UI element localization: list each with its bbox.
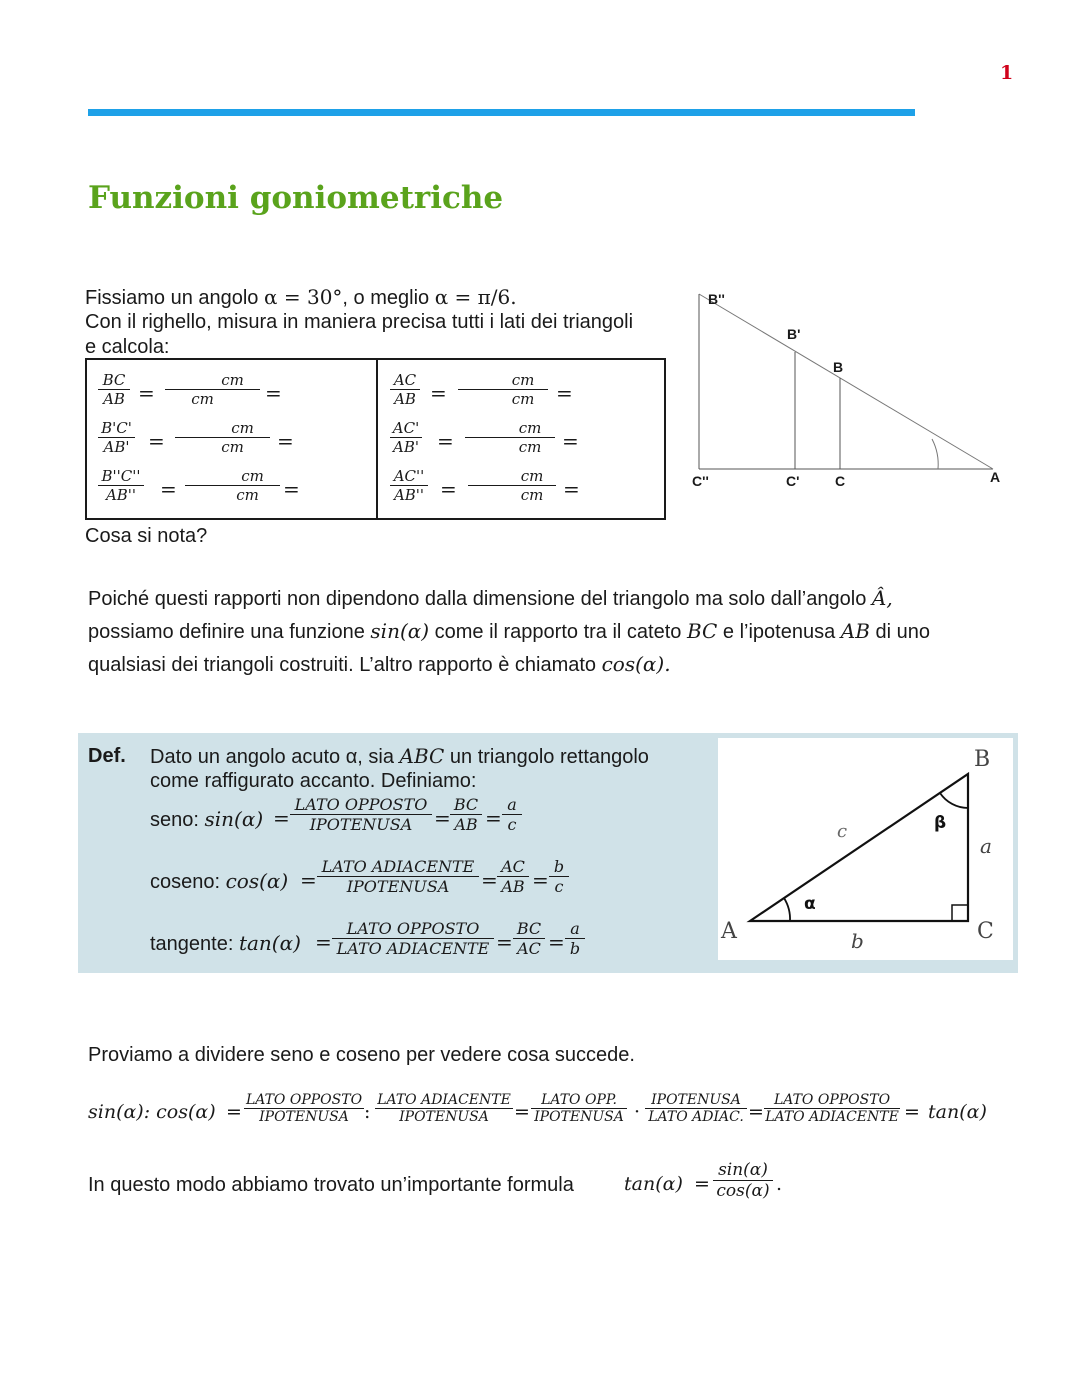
ratio-fraction: $\frac{AC'}{AB'}$ xyxy=(390,419,422,456)
tangent-fraction-sides: $\frac{a}{b}$ xyxy=(565,919,585,958)
label-b: B xyxy=(833,359,844,375)
equals-sign: = xyxy=(148,429,165,453)
cosine-fraction-letters: $\frac{AC}{AB}$ xyxy=(497,857,529,896)
equals-sign: = xyxy=(485,806,502,830)
equals-sign: = xyxy=(904,1101,920,1123)
ratio-fraction: $\frac{B''C''}{AB''}$ xyxy=(98,467,144,504)
measure-fraction[interactable]: $\frac{cm}{cm}$ xyxy=(468,467,556,504)
dot-sign: · xyxy=(634,1101,641,1123)
paragraph-line-3: qualsiasi dei triangoli costruiti. L’altro rapporto è chiamato cos(α). xyxy=(88,652,671,676)
equals-sign: = xyxy=(300,868,317,892)
paragraph-line-1: Poiché questi rapporti non dipendono dalla dimensione del triangolo ma solo dall’angolo Â, xyxy=(88,586,893,610)
divide-heading: Proviamo a dividere seno e coseno per vedere cosa succede. xyxy=(88,1044,635,1066)
formula-fraction: $\frac{\sin(\alpha)}{\cos(\alpha)}$ xyxy=(713,1160,773,1201)
vertex-a-label: A xyxy=(721,919,737,944)
equals-sign: = xyxy=(315,930,332,954)
divide-fraction-1: LATO OPPOSTO IPOTENUSA xyxy=(245,1092,363,1125)
sine-fraction-words: LATO OPPOSTO IPOTENUSA xyxy=(290,795,432,834)
equals-sign: = xyxy=(226,1101,242,1123)
angle-arc xyxy=(932,439,938,469)
page-number: 1 xyxy=(1000,62,1014,84)
formula-text: In questo modo abbiamo trovato un’importante formula xyxy=(88,1174,574,1196)
side-c-label: c xyxy=(837,821,848,842)
cosine-fraction-sides: $\frac{b}{c}$ xyxy=(549,857,569,896)
measure-fraction[interactable]: $\frac{cm}{cm}$ xyxy=(175,419,270,456)
label-c: C xyxy=(835,473,846,489)
equals-sign: = xyxy=(694,1173,710,1195)
paragraph-line-2: possiamo definire una funzione sin(α) come il rapporto tra il cateto BC e l’ipotenusa AB di uno xyxy=(88,619,930,643)
equals-sign: = xyxy=(748,1101,764,1123)
sine-label: seno: sin(α) xyxy=(150,807,264,831)
colon-sign: : xyxy=(364,1101,371,1123)
similar-triangles-figure xyxy=(680,280,1020,500)
question: Cosa si nota? xyxy=(85,525,208,547)
equals-sign: = xyxy=(273,806,290,830)
divide-fraction-2: LATO ADIACENTE IPOTENUSA xyxy=(375,1092,513,1125)
side-a-label: a xyxy=(980,834,992,858)
ratio-table-divider xyxy=(376,358,378,520)
equals-sign: = xyxy=(265,381,282,405)
equals-sign: = xyxy=(563,477,580,501)
definition-intro-1: Dato un angolo acuto α, sia ABC un triangolo rettangolo xyxy=(150,744,649,768)
alpha-label: α xyxy=(804,894,816,914)
beta-label: β xyxy=(934,813,947,833)
definition-intro-2: come raffigurato accanto. Definiamo: xyxy=(150,770,477,792)
cosine-fraction-words: LATO ADIACENTE IPOTENUSA xyxy=(317,857,479,896)
equals-sign: = xyxy=(532,868,549,892)
divide-fraction-4: IPOTENUSA LATO ADIAC. xyxy=(645,1092,747,1125)
equals-sign: = xyxy=(138,381,155,405)
equals-sign: = xyxy=(277,429,294,453)
formula-lhs: tan(α) xyxy=(624,1173,683,1195)
equals-sign: = xyxy=(481,868,498,892)
equals-sign: = xyxy=(160,477,177,501)
divide-fraction-5: LATO OPPOSTO LATO ADIACENTE xyxy=(765,1092,899,1125)
measure-fraction[interactable]: $\frac{cm}{cm}$ xyxy=(465,419,555,456)
sine-fraction-sides: $\frac{a}{c}$ xyxy=(502,795,522,834)
equals-sign: = xyxy=(437,429,454,453)
vertex-c-label: C xyxy=(977,919,994,944)
hypotenuse-line xyxy=(699,294,993,469)
cosine-label: coseno: cos(α) xyxy=(150,869,289,893)
tangent-fraction-words: LATO OPPOSTO LATO ADIACENTE xyxy=(332,919,494,958)
intro-line-2: Con il righello, misura in maniera precisa tutti i lati dei triangoli xyxy=(85,311,634,333)
label-c1: C' xyxy=(786,473,800,489)
equals-sign: = xyxy=(548,930,565,954)
equals-sign: = xyxy=(496,930,513,954)
tangent-label: tangente: tan(α) xyxy=(150,931,301,955)
equals-sign: = xyxy=(440,477,457,501)
page-title: Funzioni goniometriche xyxy=(88,180,504,216)
header-rule xyxy=(88,109,915,116)
equals-sign: = xyxy=(434,806,451,830)
tangent-fraction-letters: $\frac{BC}{AC}$ xyxy=(513,919,545,958)
intro-line-1: Fissiamo un angolo α = 30°, o meglio α = π/6. xyxy=(85,285,517,309)
label-b1: B' xyxy=(787,326,801,342)
formula-period: . xyxy=(776,1173,783,1195)
definition-label: Def. xyxy=(88,745,126,767)
measure-fraction[interactable]: $\frac{cm}{cm}$ xyxy=(185,467,280,504)
ratio-fraction: $\frac{AC''}{AB''}$ xyxy=(390,467,428,504)
divide-result: tan(α) xyxy=(928,1101,987,1123)
measure-fraction[interactable]: $\frac{cm}{cm}$ xyxy=(165,371,260,408)
equals-sign: = xyxy=(430,381,447,405)
sine-fraction-letters: $\frac{BC}{AB}$ xyxy=(450,795,482,834)
ratio-fraction: $\frac{BC}{AB}$ xyxy=(98,371,130,408)
intro-line-3: e calcola: xyxy=(85,336,170,358)
equals-sign: = xyxy=(556,381,573,405)
right-triangle-figure xyxy=(718,738,1013,960)
vertex-b-label: B xyxy=(974,747,991,772)
ratio-fraction: $\frac{AC}{AB}$ xyxy=(390,371,420,408)
ratio-fraction: $\frac{B'C'}{AB'}$ xyxy=(98,419,135,456)
label-a: A xyxy=(990,469,1001,485)
equals-sign: = xyxy=(514,1101,530,1123)
label-c2: C'' xyxy=(692,473,709,489)
measure-fraction[interactable]: $\frac{cm}{cm}$ xyxy=(458,371,548,408)
divide-fraction-3: LATO OPP. IPOTENUSA xyxy=(531,1092,627,1125)
divide-lhs: sin(α): cos(α) xyxy=(88,1101,216,1123)
side-b-label: b xyxy=(851,929,864,953)
equals-sign: = xyxy=(283,477,300,501)
equals-sign: = xyxy=(562,429,579,453)
label-b2: B'' xyxy=(708,291,725,307)
